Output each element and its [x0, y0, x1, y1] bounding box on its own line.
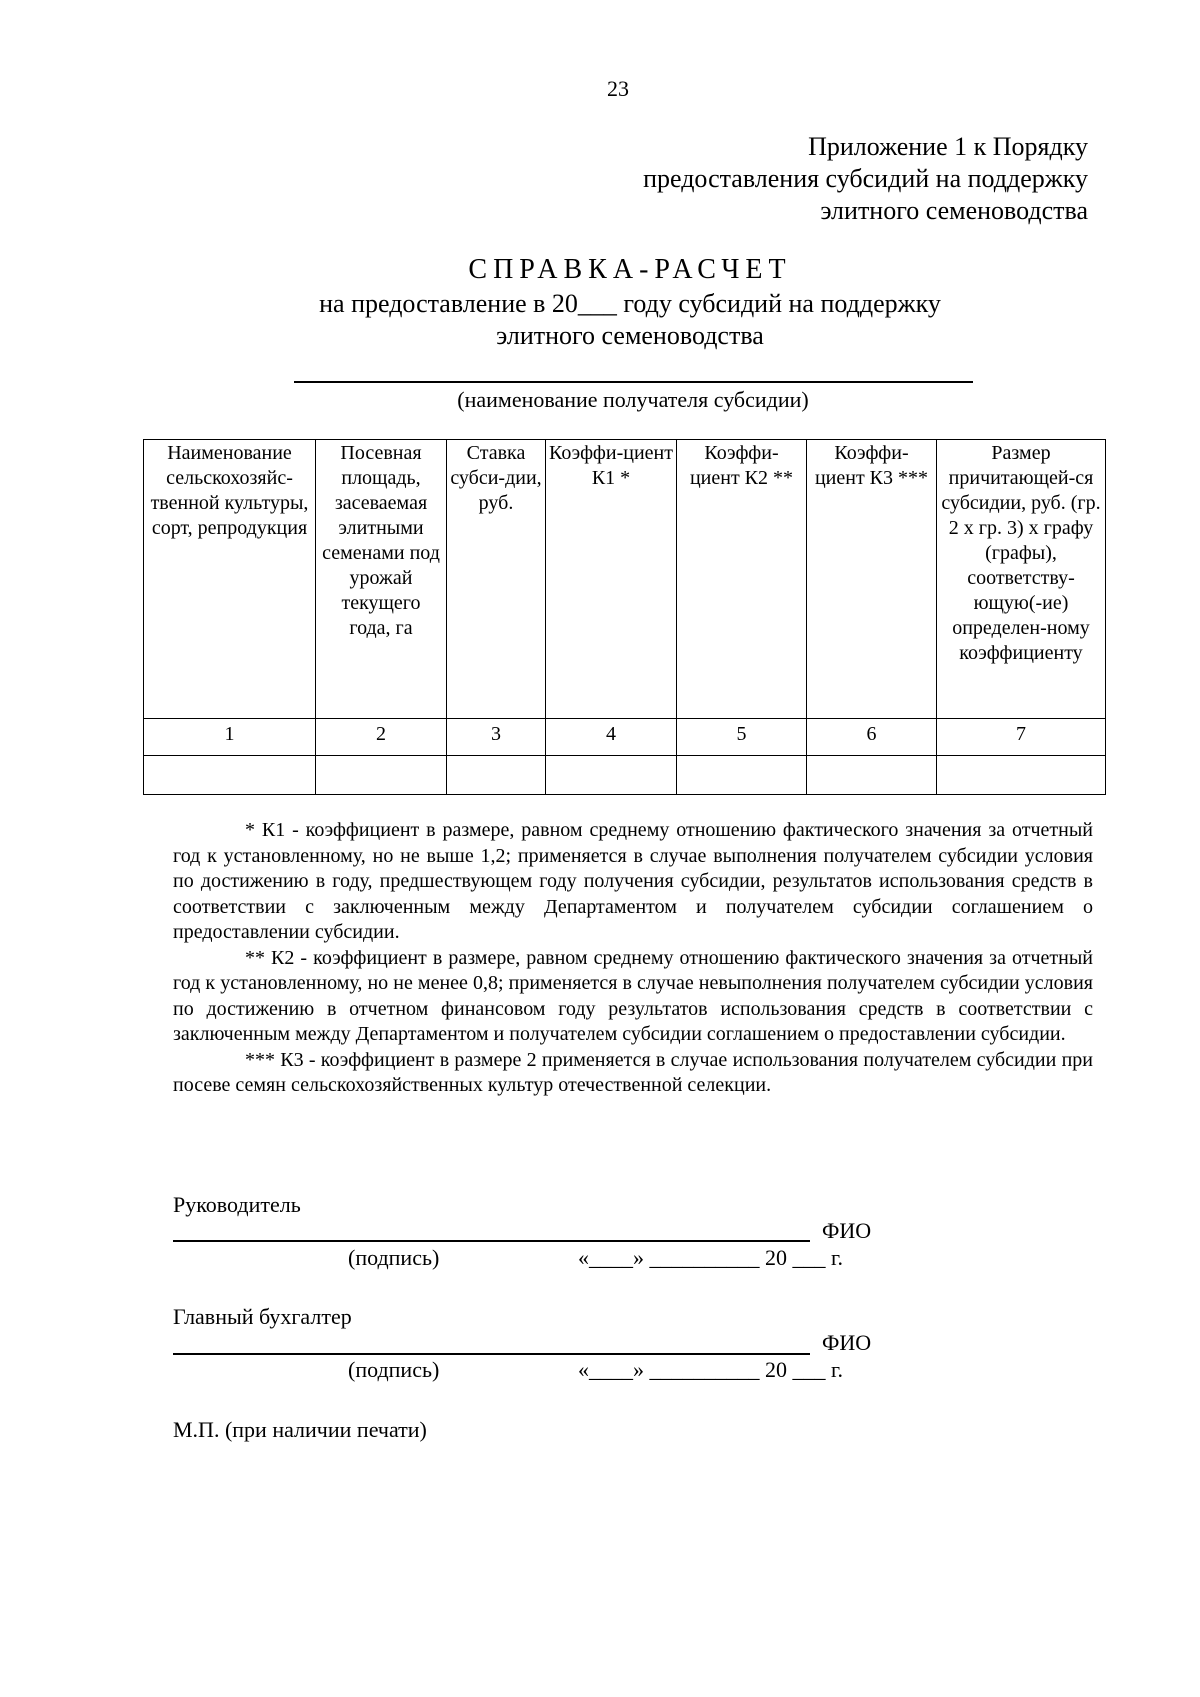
- annex-line-1: Приложение 1 к Порядку: [808, 132, 1088, 161]
- head-signature-line: [173, 1240, 810, 1242]
- recipient-caption: (наименование получателя субсидии): [457, 387, 809, 412]
- column-number: 2: [316, 719, 447, 756]
- column-number: 6: [807, 719, 937, 756]
- header-cell: Коэффи-циент К3 ***: [807, 440, 937, 719]
- accountant-signature-caption: (подпись): [348, 1357, 440, 1382]
- column-number: 1: [144, 719, 316, 756]
- accountant-signature-line: [173, 1353, 810, 1355]
- column-number-row: [144, 719, 1106, 756]
- column-number: 5: [677, 719, 807, 756]
- column-number: 7: [937, 719, 1106, 756]
- subtitle-line-2: элитного семеноводства: [496, 321, 764, 350]
- header-cell: Наименование сельскохозяйс-твенной культуры, сорт, репродукция: [144, 440, 316, 719]
- table-row: [144, 756, 1106, 795]
- table-cell: [546, 756, 677, 795]
- header-cell: Коэффи-циент К2 **: [677, 440, 807, 719]
- footnote-k1: * К1 - коэффициент в размере, равном среднему отношению фактического значения за отчетный год к установленному, но не выше 1,2; применяется в случае выполнения получателем субсидии условия по достижению в году, предшествующем году получения субсидии, результатов использования средств в соответствии с заключенным между Департаментом и получателем субсидии соглашением о предоставлении субсидии.: [173, 819, 1093, 943]
- document-title: СПРАВКА-РАСЧЕТ: [468, 254, 792, 285]
- seal-note: М.П. (при наличии печати): [173, 1417, 427, 1442]
- footnote-k2: ** К2 - коэффициент в размере, равном среднему отношению фактического значения за отчетный год к установленному, но не менее 0,8; применяется в случае невыполнения получателем субсидии условия по достижению в отчетном финансовом году результатов использования средств в соответствии с заключенным между Департаментом и получателем субсидии соглашением о предоставлении субсидии.: [173, 946, 1093, 1045]
- column-number: 4: [546, 719, 677, 756]
- table-cell: [807, 756, 937, 795]
- header-cell: Коэффи-циент К1 *: [546, 440, 677, 719]
- calculation-table: [143, 439, 1106, 795]
- head-fio: ФИО: [822, 1218, 872, 1243]
- subtitle-line-1: на предоставление в 20___ году субсидий на поддержку: [319, 289, 941, 318]
- document-subtitle: [0, 288, 1200, 352]
- column-number: 3: [447, 719, 546, 756]
- accountant-date: «____» __________ 20 ___ г.: [578, 1357, 844, 1382]
- head-date: «____» __________ 20 ___ г.: [578, 1245, 844, 1270]
- annex-line-2: предоставления субсидий на поддержку: [643, 164, 1088, 193]
- header-cell: Посевная площадь, засеваемая элитными семенами под урожай текущего года, га: [316, 440, 447, 719]
- head-label: Руководитель: [173, 1192, 301, 1217]
- header-cell: Размер причитающей-ся субсидии, руб. (гр. 2 х гр. 3) х графу (графы), соответству-ющую(-ие) определен-ному коэффициенту: [937, 440, 1106, 719]
- footnotes: [173, 818, 1093, 1099]
- table-cell: [447, 756, 546, 795]
- footnote-k3: *** К3 - коэффициент в размере 2 применяется в случае использования получателем субсидии при посеве семян сельскохозяйственных культур отечественной селекции.: [173, 1048, 1093, 1096]
- table-cell: [937, 756, 1106, 795]
- header-cell: Ставка субси-дии, руб.: [447, 440, 546, 719]
- annex-heading: [643, 131, 1088, 227]
- annex-line-3: элитного семеноводства: [820, 196, 1088, 225]
- accountant-label: Главный бухгалтер: [173, 1304, 352, 1329]
- table-cell: [316, 756, 447, 795]
- accountant-fio: ФИО: [822, 1330, 872, 1355]
- recipient-name-line: [294, 381, 973, 383]
- table-header-row: [144, 440, 1106, 719]
- head-signature-caption: (подпись): [348, 1245, 440, 1270]
- table-cell: [144, 756, 316, 795]
- page-number: 23: [607, 76, 629, 101]
- table-cell: [677, 756, 807, 795]
